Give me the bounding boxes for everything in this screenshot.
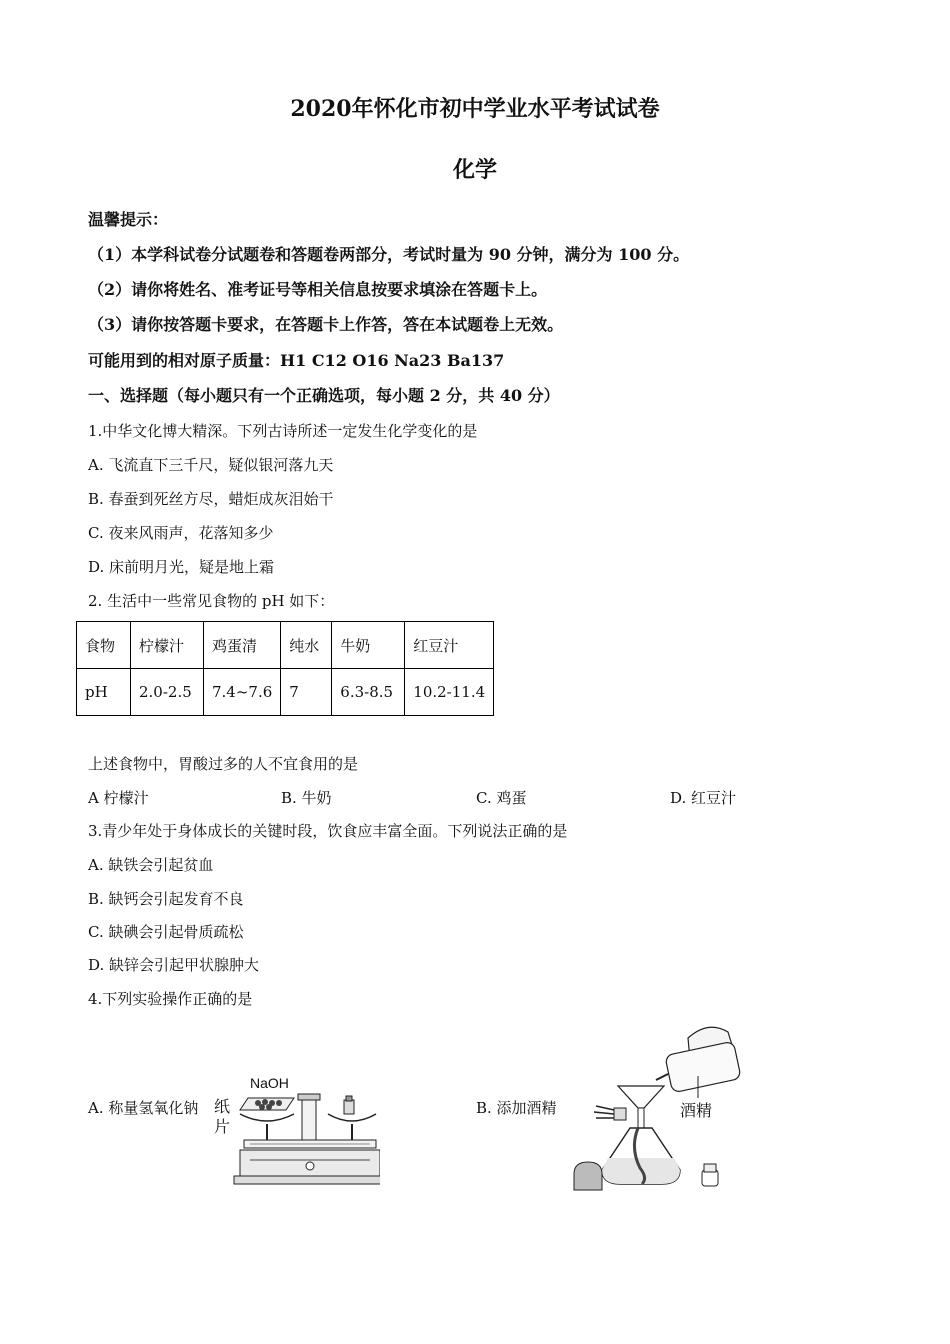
notice-item-3: （3）请你按答题卡要求，在答题卡上作答，答在本试题卷上无效。 bbox=[88, 315, 564, 334]
q3-option-b: B. 缺钙会引起发育不良 bbox=[88, 890, 244, 908]
alcohol-lamp-figure bbox=[568, 1018, 750, 1192]
exam-title: 2020年怀化市初中学业水平考试试卷 bbox=[290, 96, 660, 122]
ph-table-cell: 牛奶 bbox=[332, 622, 405, 669]
q4-option-a-label: A. 称量氢氧化钠 bbox=[88, 1099, 199, 1117]
ph-table-cell: 柠檬汁 bbox=[131, 622, 204, 669]
notice-item-1: （1）本学科试卷分试题卷和答题卷两部分，考试时量为 90 分钟，满分为 100 分。 bbox=[88, 245, 690, 264]
ph-table-header-row bbox=[77, 622, 494, 669]
q4-stem: 4.下列实验操作正确的是 bbox=[88, 990, 253, 1008]
subject-title: 化学 bbox=[452, 157, 497, 183]
q1-option-d: D. 床前明月光，疑是地上霜 bbox=[88, 558, 275, 576]
ph-table-cell: 红豆汁 bbox=[405, 622, 494, 669]
q3-option-a: A. 缺铁会引起贫血 bbox=[88, 856, 214, 874]
ph-table-cell: 食物 bbox=[77, 622, 131, 669]
q1-stem: 1.中华文化博大精深。下列古诗所述一定发生化学变化的是 bbox=[88, 422, 478, 440]
naoh-label: NaOH bbox=[250, 1075, 289, 1091]
notice-heading: 温馨提示： bbox=[88, 210, 169, 229]
ph-table-cell: 鸡蛋清 bbox=[204, 622, 281, 669]
paper-label-2: 片 bbox=[214, 1119, 231, 1136]
q1-option-c: C. 夜来风雨声，花落知多少 bbox=[88, 524, 274, 542]
section1-heading: 一、选择题（每小题只有一个正确选项，每小题 2 分，共 40 分） bbox=[88, 386, 560, 405]
notice-item-2: （2）请你将姓名、准考证号等相关信息按要求填涂在答题卡上。 bbox=[88, 280, 548, 299]
q2-question: 上述食物中，胃酸过多的人不宜食用的是 bbox=[88, 755, 359, 773]
ph-table-cell: pH bbox=[77, 669, 131, 716]
q1-option-b: B. 春蚕到死丝方尽，蜡炬成灰泪始干 bbox=[88, 490, 334, 508]
q2-option-a: A 柠檬汁 bbox=[88, 789, 149, 807]
q4-option-b-label: B. 添加酒精 bbox=[476, 1099, 557, 1117]
ph-table bbox=[76, 621, 494, 716]
q2-option-d: D. 红豆汁 bbox=[670, 789, 737, 807]
q2-stem: 2. 生活中一些常见食物的 pH 如下： bbox=[88, 592, 335, 610]
ph-table-cell: 纯水 bbox=[281, 622, 332, 669]
q3-option-d: D. 缺锌会引起甲状腺肿大 bbox=[88, 956, 260, 974]
atomic-mass-line: 可能用到的相对原子质量：H1 C12 O16 Na23 Ba137 bbox=[88, 351, 505, 370]
q3-stem: 3.青少年处于身体成长的关键时段，饮食应丰富全面。下列说法正确的是 bbox=[88, 822, 568, 840]
q2-option-b: B. 牛奶 bbox=[281, 789, 332, 807]
ph-table-value-row bbox=[77, 669, 494, 716]
alcohol-label: 酒精 bbox=[680, 1103, 713, 1120]
ph-table-cell: 7 bbox=[281, 669, 332, 716]
ph-table-cell: 10.2-11.4 bbox=[405, 669, 494, 716]
paper-label-1: 纸 bbox=[214, 1099, 231, 1116]
balance-scale-figure bbox=[210, 1068, 380, 1190]
q3-option-c: C. 缺碘会引起骨质疏松 bbox=[88, 923, 244, 941]
ph-table-cell: 7.4~7.6 bbox=[204, 669, 281, 716]
ph-table-cell: 2.0-2.5 bbox=[131, 669, 204, 716]
q2-option-c: C. 鸡蛋 bbox=[476, 789, 527, 807]
ph-table-cell: 6.3-8.5 bbox=[332, 669, 405, 716]
q1-option-a: A. 飞流直下三千尺，疑似银河落九天 bbox=[88, 456, 334, 474]
